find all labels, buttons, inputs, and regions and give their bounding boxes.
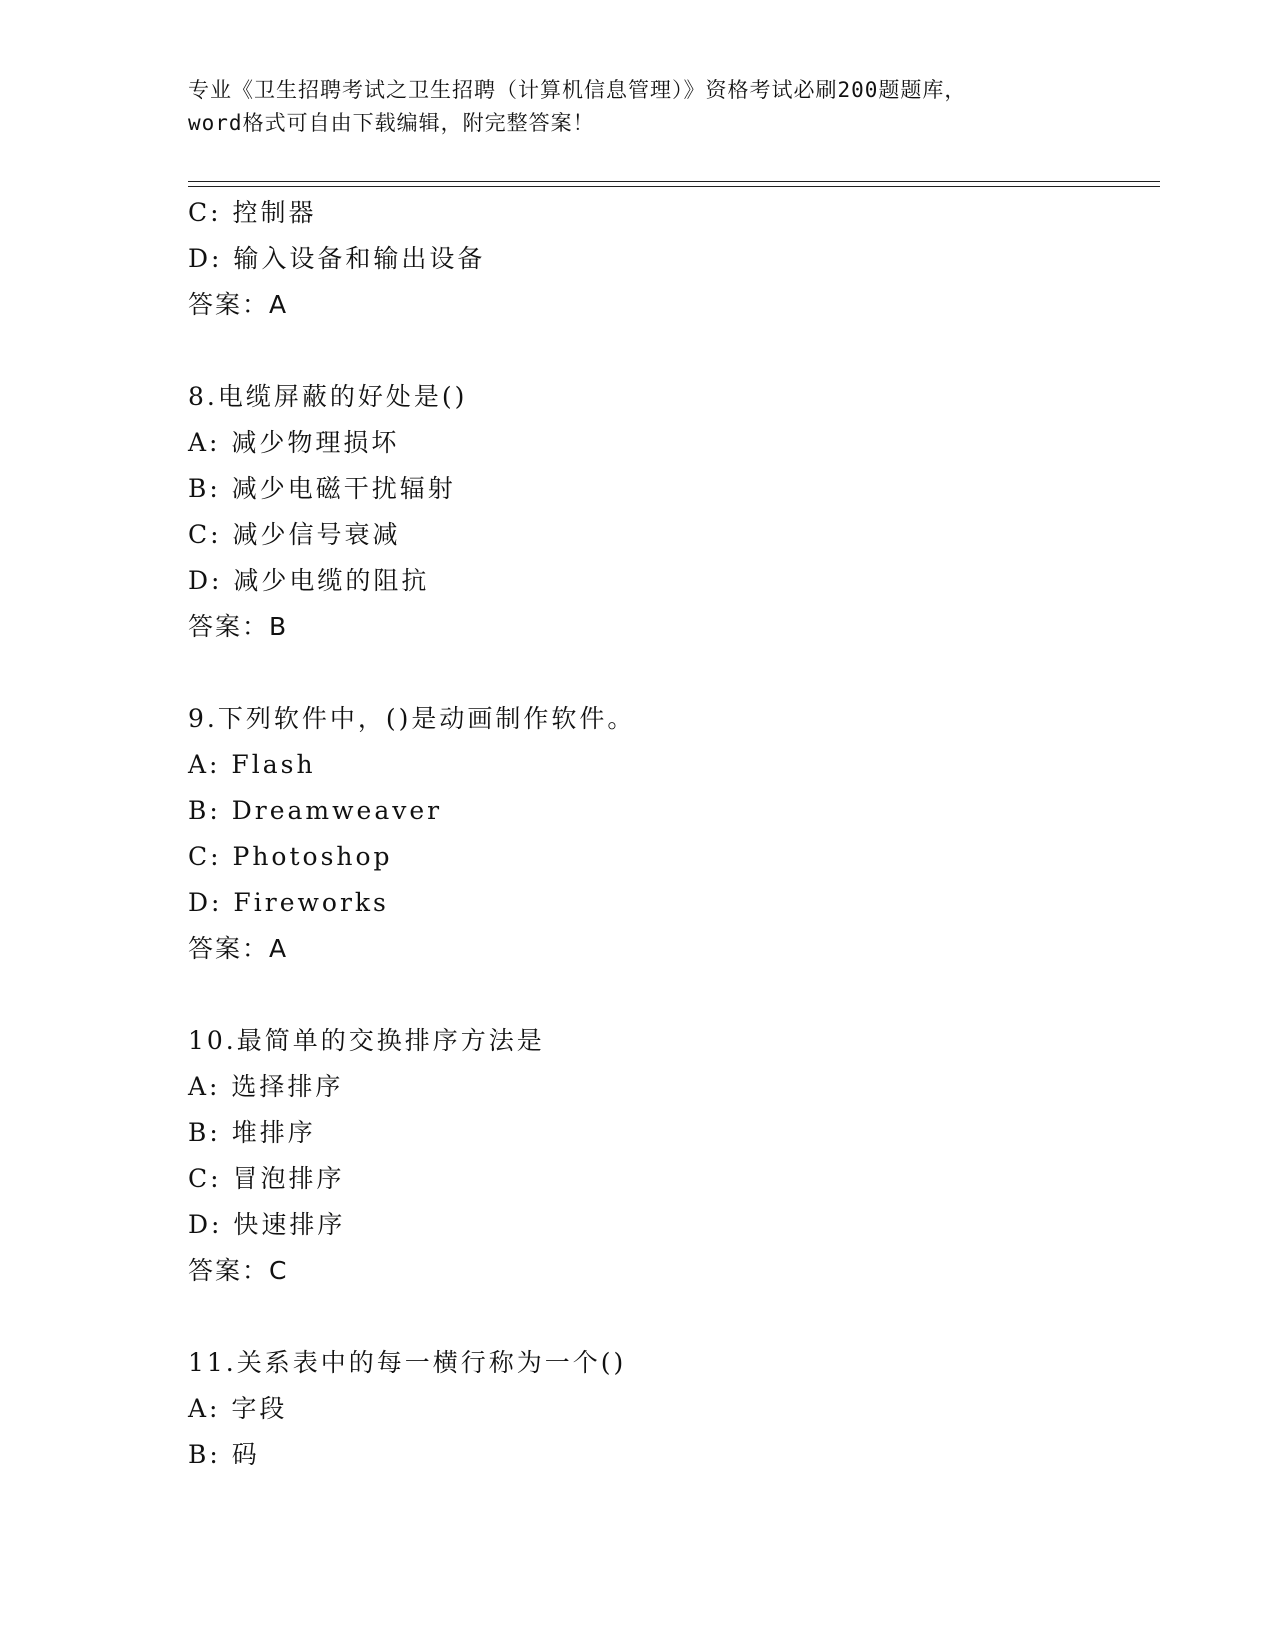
option-b: B: 减少电磁干扰辐射 <box>188 474 456 503</box>
question-stem: 8.电缆屏蔽的好处是() <box>188 382 468 411</box>
option-a: A: Flash <box>188 750 316 779</box>
option-a: A: 减少物理损坏 <box>188 428 400 457</box>
header-title-line2: word格式可自由下载编辑，附完整答案！ <box>188 111 595 135</box>
option-b: B: 堆排序 <box>188 1118 316 1147</box>
option-c: C: 冒泡排序 <box>188 1164 345 1193</box>
option-d: D: 减少电缆的阻抗 <box>188 566 430 595</box>
option-c: C: Photoshop <box>188 842 393 871</box>
answer-line: 答案：A <box>188 934 289 963</box>
answer-line: 答案：C <box>188 1256 289 1285</box>
option-a: A: 字段 <box>188 1394 288 1423</box>
option-b: B: 码 <box>188 1440 260 1469</box>
option-d: D: Fireworks <box>188 888 389 917</box>
question-stem: 10.最简单的交换排序方法是 <box>188 1026 545 1055</box>
document-header <box>188 74 1088 140</box>
question-stem: 11.关系表中的每一横行称为一个() <box>188 1348 627 1377</box>
answer-line: 答案：B <box>188 612 289 641</box>
header-title-line1: 专业《卫生招聘考试之卫生招聘（计算机信息管理）》资格考试必刷200题题库， <box>188 78 967 102</box>
option-d: D: 输入设备和输出设备 <box>188 244 486 273</box>
option-a: A: 选择排序 <box>188 1072 344 1101</box>
answer-line: 答案：A <box>188 290 289 319</box>
question-stem: 9.下列软件中，()是动画制作软件。 <box>188 704 636 733</box>
option-c: C: 控制器 <box>188 198 317 227</box>
question-list <box>188 190 1148 1478</box>
option-d: D: 快速排序 <box>188 1210 346 1239</box>
option-b: B: Dreamweaver <box>188 796 443 825</box>
header-divider-bottom <box>188 186 1160 187</box>
option-c: C: 减少信号衰减 <box>188 520 401 549</box>
header-divider-top <box>188 181 1160 182</box>
